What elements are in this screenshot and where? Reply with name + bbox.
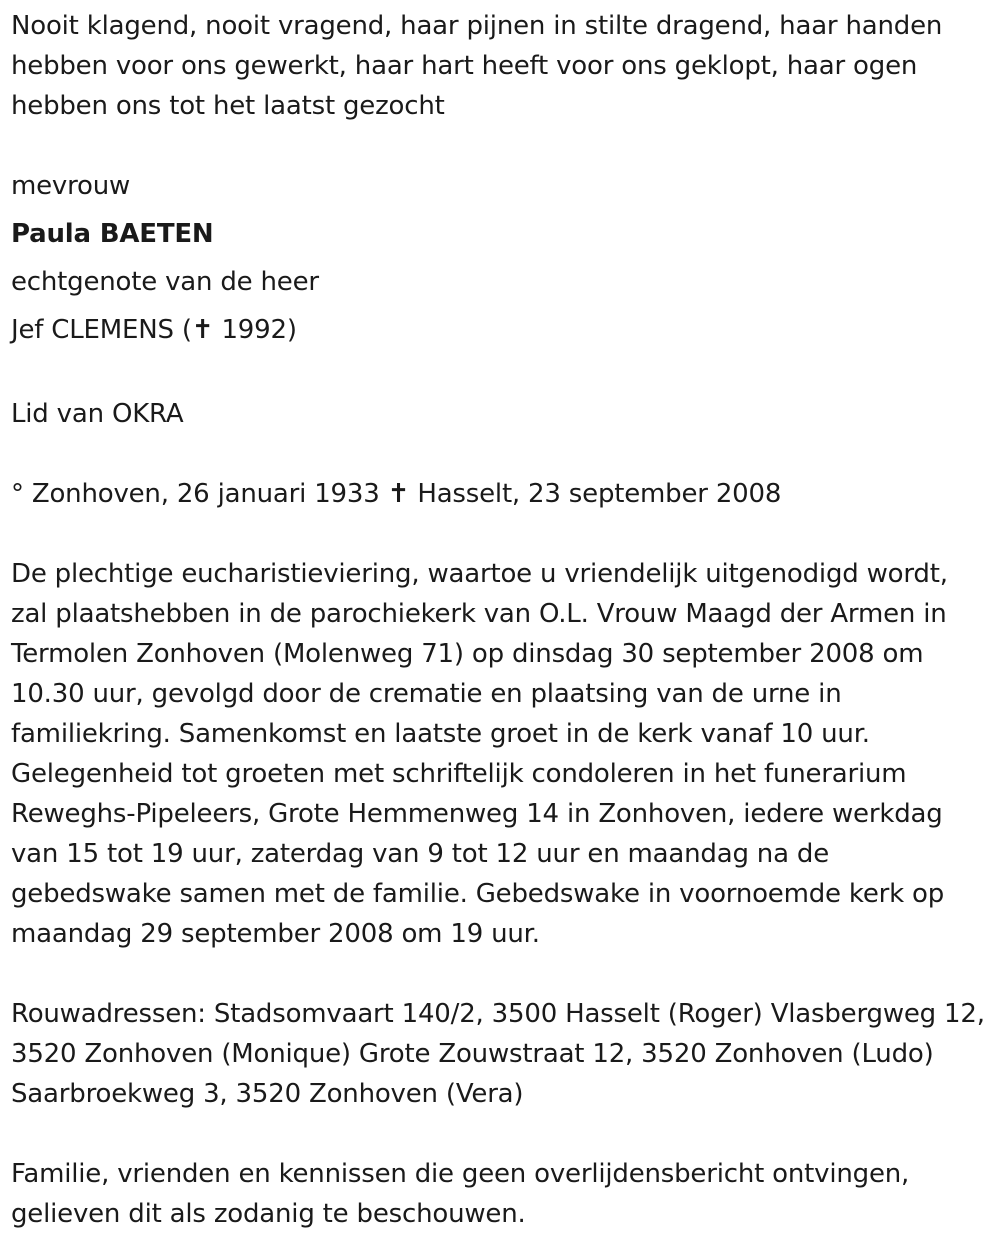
dates-line: [11, 474, 991, 514]
addresses-paragraph: Rouwadressen: Stadsomvaart 140/2, 3500 Hasselt (Roger) Vlasbergweg 12, 3520 Zonhoven (Monique) Grote Zouwstraat 12, 3520 Zonhoven (Ludo) Saarbroekweg 3, 3520 Zonhoven (Vera): [11, 999, 985, 1109]
closing-paragraph: Familie, vrienden en kennissen die geen overlijdensbericht ontvingen, gelieven dit als zodanig te beschouwen.: [11, 1159, 910, 1229]
relation-text: echtgenote van de heer: [11, 267, 319, 297]
spacer: [11, 126, 991, 166]
spacer: [11, 954, 991, 994]
spouse-death-year: 1992): [221, 315, 297, 345]
spacer: [11, 514, 991, 554]
spouse-line: [11, 306, 991, 354]
spacer: [11, 434, 991, 474]
person-name: Paula BAETEN: [11, 219, 214, 249]
membership-text: Lid van OKRA: [11, 399, 184, 429]
cross-icon: ✝: [191, 315, 214, 345]
ceremony-paragraph: De plechtige eucharistieviering, waartoe u vriendelijk uitgenodigd wordt, zal plaatshebben in de parochiekerk van O.L. Vrouw Maagd der Armen in Termolen Zonhoven (Molenweg 71) op dinsdag 30 september 2008 om 10.30 uur, gevolgd door de crematie en plaatsing van de urne in familiekring. Samenkomst en laatste groet in de kerk vanaf 10 uur. Gelegenheid tot groeten met schriftelijk condoleren in het funerarium Reweghs-Pipeleers, Grote Hemmenweg 14 in Zonhoven, iedere werkdag van 15 tot 19 uur, zaterdag van 9 tot 12 uur en maandag na de gebedswake samen met de familie. Gebedswake in voornoemde kerk op maandag 29 september 2008 om 19 uur.: [11, 559, 948, 949]
spouse-name: Jef CLEMENS (: [11, 315, 192, 345]
motto-text: Nooit klagend, nooit vragend, haar pijnen in stilte dragend, haar handen hebben voor ons gewerkt, haar hart heeft voor ons geklopt, haar ogen hebben ons tot het laatst gezocht: [11, 11, 943, 121]
spacer: [11, 1114, 991, 1154]
obituary-document: [11, 6, 991, 1234]
spacer: [11, 354, 991, 394]
cross-icon: ✝: [387, 479, 410, 509]
birth-date: ° Zonhoven, 26 januari 1933: [11, 479, 380, 509]
death-date: Hasselt, 23 september 2008: [417, 479, 782, 509]
person-title: mevrouw: [11, 171, 131, 201]
